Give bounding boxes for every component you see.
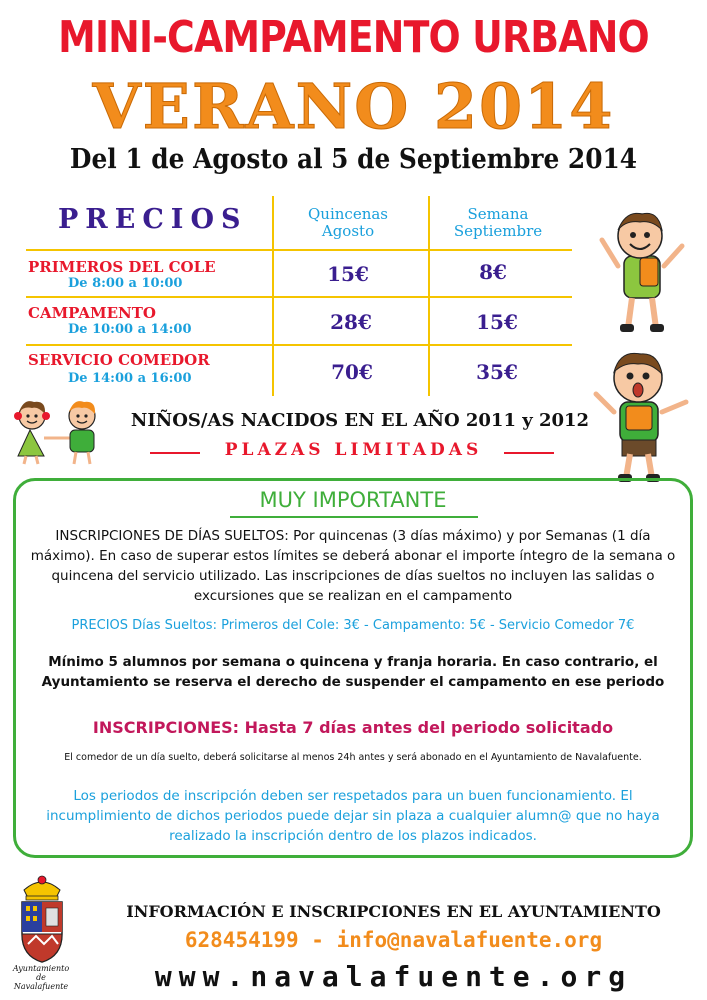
important-title-underline [230,516,478,518]
price-agosto: 15€ [327,262,369,286]
registration-deadline: INSCRIPCIONES: Hasta 7 días antes del periodo solicitado [92,718,614,737]
minimum-students-paragraph: Mínimo 5 alumnos por semana o quincena y franja horaria. En caso contrario, el Ayuntamiento se reserva el derecho de suspender el campamento en ese periodo [41,654,665,690]
col-header-septiembre-line1: Semana [467,205,529,223]
col-header-agosto-line2: Agosto [321,222,375,240]
row-time: De 14:00 a 16:00 [68,371,192,386]
limited-places: PLAZAS LIMITADAS [224,440,483,460]
price-agosto: 28€ [330,310,372,334]
loose-days-prices: PRECIOS Días Sueltos: Primeros del Cole: 3€ - Campamento: 5€ - Servicio Comedor 7€ [71,618,635,633]
col-header-agosto-line1: Quincenas [308,205,388,223]
subtitle: VERANO 2014 [92,70,615,143]
coat-of-arms-icon [14,872,70,964]
eligibility-line: NIÑOS/AS NACIDOS EN EL AÑO 2011 y 2012 [130,410,590,431]
info-line: INFORMACIÓN E INSCRIPCIONES EN EL AYUNTAMIENTO [126,902,661,921]
loose-days-paragraph: INSCRIPCIONES DE DÍAS SUELTOS: Por quincenas (3 días máximo) y por Semanas (1 día máximo). En caso de superar estos límites se deberá abonar el importe íntegro de la semana o quincena del servicio utilizado. Las inscripciones de días sueltos no incluyen las salidas o excursiones que se realizan en el campamento [30,528,676,604]
caption-line: de [36,973,46,982]
important-title: MUY IMPORTANTE [259,488,447,512]
registration-periods-paragraph: Los periodos de inscripción deben ser respetados para un buen funcionamiento. El incumplimiento de dichos periodos puede dejar sin plaza a cualquier alumn@ que no haya realizado la inscripción dentro de los plazos indicados. [46,788,660,844]
table-divider [26,296,572,298]
table-row [28,258,216,291]
contact-line: 628454199 - info@navalafuente.org [184,928,603,952]
website-line: www.navalafuente.org [154,960,633,993]
price-septiembre: 15€ [476,310,518,334]
row-name: PRIMEROS DEL COLE [28,258,216,276]
row-time: De 10:00 a 14:00 [68,322,192,337]
col-header-septiembre [438,206,558,240]
decorative-line [504,452,554,454]
table-divider [26,249,572,251]
row-name: SERVICIO COMEDOR [28,351,210,369]
caption-line: Ayuntamiento [12,964,70,973]
caption-line: Navalafuente [13,982,69,991]
table-row [28,351,210,386]
price-agosto: 70€ [331,360,373,384]
row-time: De 8:00 a 10:00 [68,276,183,291]
child-waving-illustration [596,206,691,336]
town-hall-caption [4,964,78,991]
row-name: CAMPAMENTO [28,304,156,322]
dining-note: El comedor de un día suelto, deberá solicitarse al menos 24h antes y será abonado en el Ayuntamiento de Navalafuente. [64,752,642,763]
table-divider [26,344,572,346]
table-row [28,304,192,337]
dates-line: Del 1 de Agosto al 5 de Septiembre 2014 [69,144,638,175]
price-septiembre: 35€ [476,360,518,384]
price-septiembre: 8€ [479,260,507,284]
prices-heading: PRECIOS [58,204,248,235]
col-header-agosto [288,206,408,240]
main-title: MINI-CAMPAMENTO URBANO [58,12,649,63]
col-header-septiembre-line2: Septiembre [453,222,543,240]
